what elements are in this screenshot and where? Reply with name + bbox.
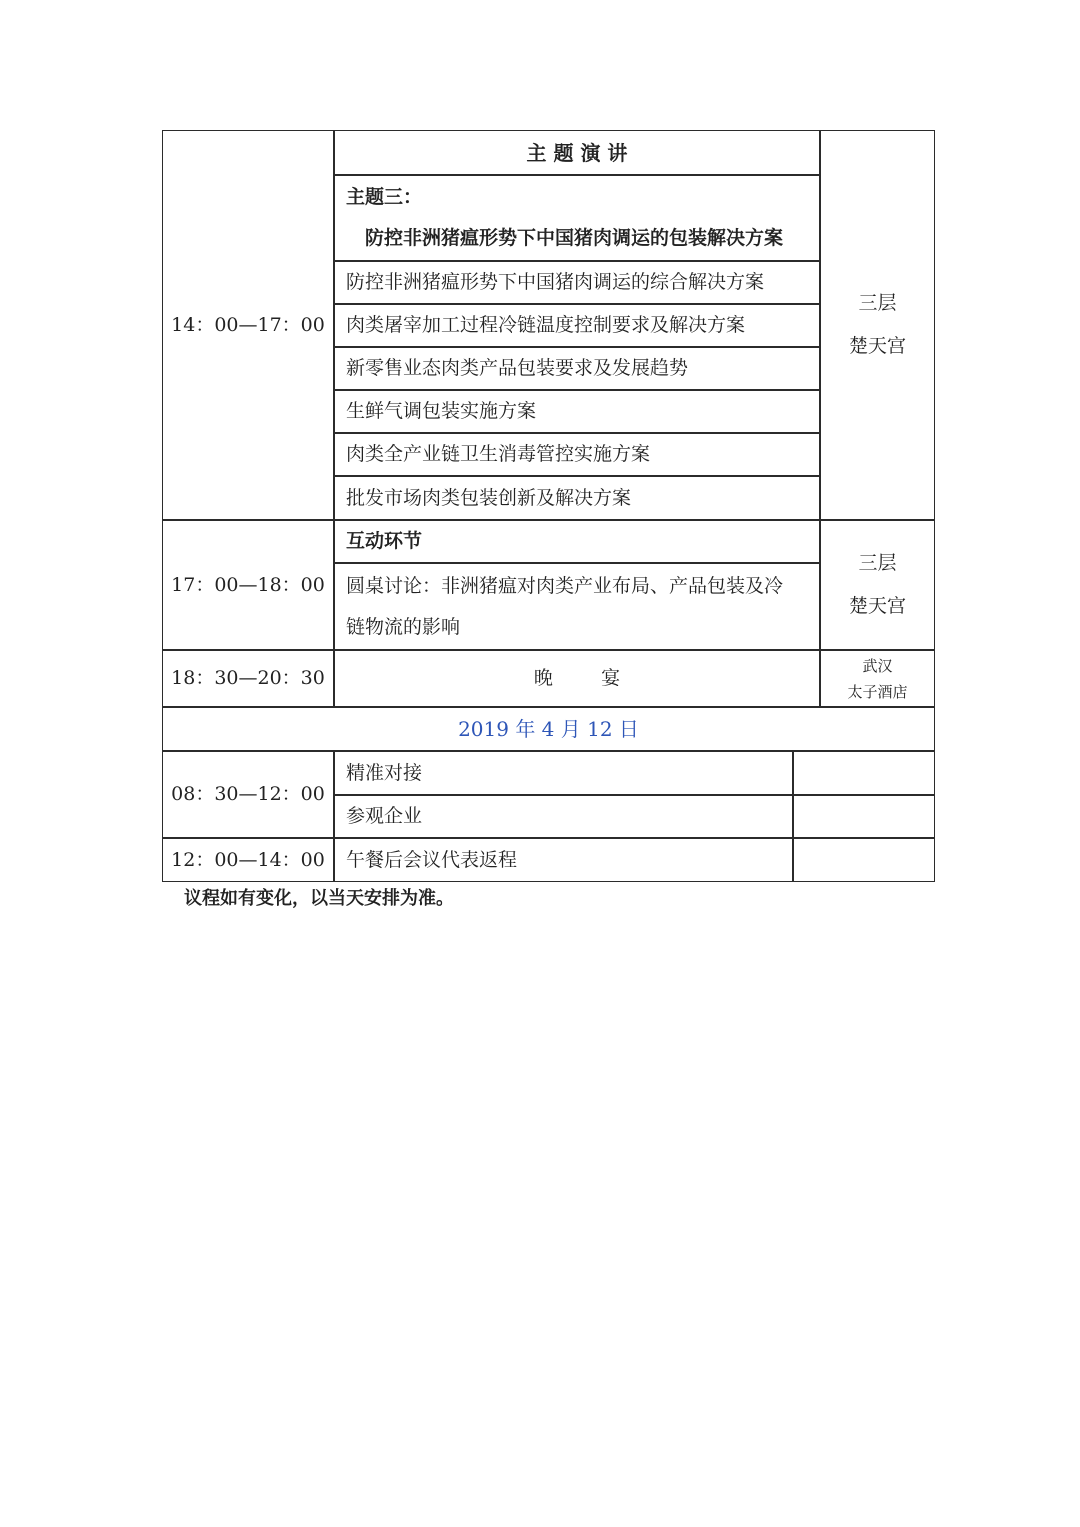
discussion-line: 链物流的影响 [346, 615, 461, 638]
list-item: 防控非洲猪瘟形势下中国猪肉调运的综合解决方案 [334, 261, 820, 304]
dinner-cell: 晚 宴 [334, 650, 820, 707]
venue-floor: 三层 [858, 552, 897, 575]
empty-cell [793, 751, 935, 795]
time-cell: 08：30—12：00 [162, 751, 334, 838]
list-item: 参观企业 [334, 795, 793, 838]
discussion-cell [334, 563, 820, 650]
empty-cell [793, 795, 935, 838]
time-cell: 14：00—17：00 [162, 130, 334, 520]
list-item: 精准对接 [334, 751, 793, 795]
venue-floor: 三层 [858, 292, 897, 315]
list-item: 肉类屠宰加工过程冷链温度控制要求及解决方案 [334, 304, 820, 347]
venue-cell [820, 650, 935, 707]
list-item: 批发市场肉类包装创新及解决方案 [334, 476, 820, 520]
venue-cell [820, 520, 935, 650]
list-item: 生鲜气调包装实施方案 [334, 390, 820, 433]
time-cell: 18：30—20：30 [162, 650, 334, 707]
interactive-title: 互动环节 [334, 520, 820, 563]
venue-hotel: 太子酒店 [847, 682, 908, 701]
date-row: 2019 年 4 月 12 日 [162, 707, 935, 751]
time-cell: 12：00—14：00 [162, 838, 334, 882]
section-header: 主 题 演 讲 [334, 130, 820, 175]
topic-cell [334, 175, 820, 261]
discussion-line: 圆桌讨论：非洲猪瘟对肉类产业布局、产品包装及冷 [346, 574, 784, 597]
footnote: 议程如有变化，以当天安排为准。 [184, 888, 454, 909]
time-cell: 17：00—18：00 [162, 520, 334, 650]
list-item: 新零售业态肉类产品包装要求及发展趋势 [334, 347, 820, 390]
venue-hall: 楚天宫 [848, 335, 906, 357]
venue-hall: 楚天宫 [848, 595, 906, 617]
venue-city: 武汉 [862, 656, 893, 675]
list-item: 午餐后会议代表返程 [334, 838, 793, 882]
empty-cell [793, 838, 935, 882]
venue-cell [820, 130, 935, 520]
topic-label: 主题三： [346, 186, 423, 209]
list-item: 肉类全产业链卫生消毒管控实施方案 [334, 433, 820, 476]
topic-title: 防控非洲猪瘟形势下中国猪肉调运的包装解决方案 [365, 227, 784, 249]
